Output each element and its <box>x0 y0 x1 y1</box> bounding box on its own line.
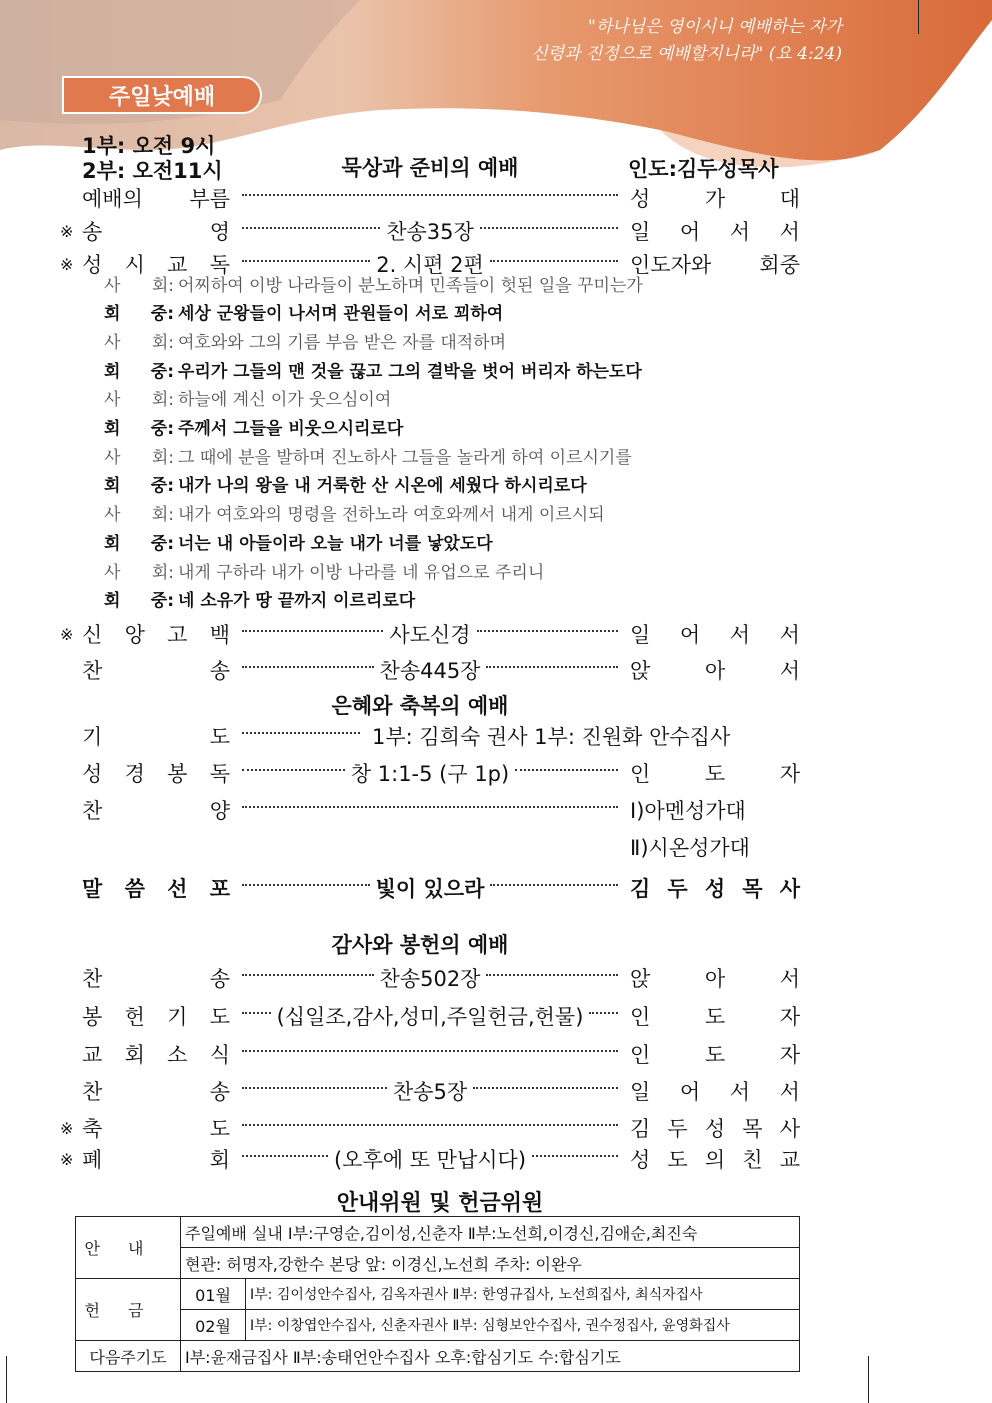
reading-role: 사 회: <box>104 275 174 296</box>
reading-line <box>104 413 403 441</box>
section-title-prep: 묵상과 준비의 예배 <box>341 156 519 180</box>
order-label: 기 도 <box>82 725 230 749</box>
order-row <box>60 960 800 996</box>
order-detail <box>236 1001 624 1031</box>
order-detail <box>236 197 624 199</box>
order-label: 말 씀 선 포 <box>82 877 230 901</box>
order-row <box>60 180 800 216</box>
reading-text: 주께서 그들을 비웃으시리로다 <box>178 419 404 439</box>
order-detail <box>236 1144 624 1174</box>
order-detail <box>236 873 624 903</box>
reading-text: 내게 구하라 내가 이방 나라를 네 유업으로 주리니 <box>178 562 545 583</box>
order-row <box>60 1141 800 1177</box>
order-responsible: 성 가 대 <box>630 187 800 211</box>
reading-line <box>104 470 587 498</box>
order-responsible: 인 도 자 <box>630 1043 800 1067</box>
reading-line <box>104 527 493 555</box>
order-label: 송 영 <box>82 220 230 244</box>
divider <box>868 1356 869 1403</box>
time-second: 2부: 오전11시 <box>82 159 223 183</box>
leader-dots <box>242 666 374 668</box>
leader-dots <box>242 884 370 886</box>
order-detail <box>236 963 624 993</box>
order-detail <box>236 1076 624 1106</box>
required-stand-mark: ※ <box>60 254 74 274</box>
required-stand-mark: ※ <box>60 1149 74 1169</box>
order-label: 성 시 교 독 <box>82 253 230 277</box>
order-label: 폐 회 <box>82 1148 230 1172</box>
order-responsible: 인도자와 회중 <box>630 253 800 277</box>
required-stand-mark: ※ <box>60 1118 74 1138</box>
leader-dots <box>490 884 618 886</box>
reading-text: 어찌하여 이방 나라들이 분노하며 민족들이 헛된 일을 꾸미는가 <box>178 275 643 296</box>
leader-dots <box>477 630 618 632</box>
worship-leader: 인도:김두성목사 <box>628 157 779 181</box>
reading-role: 사 회: <box>104 390 174 411</box>
order-detail <box>236 619 624 649</box>
reading-line <box>104 441 632 469</box>
reading-text: 내가 나의 왕을 내 거룩한 산 시온에 세웠다 하시리로다 <box>178 476 587 497</box>
order-label: 신 앙 고 백 <box>82 623 230 647</box>
leader-dots <box>490 260 618 262</box>
leader-dots <box>242 974 374 976</box>
reading-role: 회 중: <box>104 476 174 497</box>
order-detail <box>236 216 624 246</box>
reading-role: 회 중: <box>104 419 174 439</box>
order-responsible: 성 도 의 친 교 <box>630 1148 800 1172</box>
divider <box>6 1356 7 1403</box>
reading-role: 회 중: <box>104 591 174 612</box>
order-responsible: 일 어 서 서 <box>630 220 800 244</box>
reading-line <box>104 499 605 527</box>
guide-label: 안내 <box>76 1217 181 1279</box>
order-row <box>60 755 800 791</box>
reading-text: 네 소유가 땅 끝까지 이르리로다 <box>178 591 416 612</box>
order-detail <box>236 735 366 737</box>
order-content: (오후에 또 만납시다) <box>333 1148 527 1172</box>
order-responsible: 앉 아 서 <box>630 659 800 683</box>
reading-line <box>104 326 506 354</box>
order-content: 찬송35장 <box>386 220 474 244</box>
ushers-title: 안내위원 및 헌금위원 <box>336 1191 544 1216</box>
month-1: 01월 <box>181 1279 246 1310</box>
leader-dots <box>486 666 618 668</box>
leader-dots <box>242 732 360 734</box>
leader-dots <box>242 806 618 808</box>
reading-text: 너는 내 아들이라 오늘 내가 너를 낳았도다 <box>178 533 493 554</box>
order-row <box>60 718 800 754</box>
reading-line <box>104 384 391 412</box>
reading-text: 하늘에 계신 이가 웃으심이여 <box>178 390 392 411</box>
order-detail <box>236 809 624 811</box>
order-detail <box>236 758 624 788</box>
leader-dots <box>486 974 618 976</box>
reading-line <box>104 556 544 584</box>
leader-dots <box>242 769 345 771</box>
order-responsible: Ⅰ)아멘성가대 <box>630 799 746 823</box>
reading-role: 회 중: <box>104 304 174 325</box>
quote-line-1: "하나님은 영이시니 예배하는 자가 <box>588 17 842 37</box>
month-2-text: Ⅰ부: 이창엽안수집사, 신춘자권사 Ⅱ부: 심형보안수집사, 권수정집사, 윤영화집사 <box>246 1310 800 1341</box>
order-row <box>60 652 800 688</box>
leader-dots <box>480 227 618 229</box>
leader-dots <box>242 630 383 632</box>
guide-row-2: 현관: 허명자,강한수 본당 앞: 이경신,노선희 주차: 이완우 <box>181 1248 800 1279</box>
section-title-grace: 은혜와 축복의 예배 <box>331 694 509 718</box>
scripture-quote <box>531 14 842 68</box>
leader-dots <box>515 769 618 771</box>
section-title-thanks: 감사와 봉헌의 예배 <box>331 933 509 957</box>
leader-dots <box>242 1012 271 1014</box>
reading-text: 내가 여호와의 명령을 전하노라 여호와께서 내게 이르시되 <box>178 505 605 526</box>
order-responsible: 일 어 서 서 <box>630 623 800 647</box>
order-label: 봉 헌 기 도 <box>82 1005 230 1029</box>
order-content: 찬송502장 <box>379 967 481 991</box>
reading-role: 사 회: <box>104 332 174 353</box>
time-first: 1부: 오전 9시 <box>82 134 216 158</box>
reading-line <box>104 269 643 297</box>
next-prayer-text: Ⅰ부:윤재금집사 Ⅱ부:송태언안수집사 오후:합심기도 수:합심기도 <box>181 1341 800 1372</box>
order-row <box>60 616 800 652</box>
required-stand-mark: ※ <box>60 624 74 644</box>
leader-dots <box>589 1012 618 1014</box>
order-row <box>60 213 800 249</box>
order-responsible: 김 두 성 목 사 <box>630 877 800 901</box>
order-label: 축 도 <box>82 1117 230 1141</box>
reading-line <box>104 585 415 613</box>
order-label: 찬 송 <box>82 967 230 991</box>
order-content: 사도신경 <box>389 623 471 647</box>
reading-role: 회 중: <box>104 533 174 554</box>
order-label: 예배의 부름 <box>82 187 230 211</box>
guide-row-1: 주일예배 실내 Ⅰ부:구영순,김이성,신춘자 Ⅱ부:노선희,이경신,김애순,최진숙 <box>181 1217 800 1248</box>
month-1-text: Ⅰ부: 김이성안수집사, 김옥자권사 Ⅱ부: 한영규집사, 노선희집사, 최식자집사 <box>246 1279 800 1310</box>
reading-text: 우리가 그들의 맨 것을 끊고 그의 결박을 벗어 버리자 하는도다 <box>178 361 642 382</box>
reading-line <box>104 298 503 326</box>
reading-line <box>104 355 642 383</box>
quote-line-2: 신령과 진정으로 예배할지니라" (요 4:24) <box>531 44 842 64</box>
order-responsible: 김 두 성 목 사 <box>630 1117 800 1141</box>
leader-dots <box>242 227 380 229</box>
required-stand-mark: ※ <box>60 221 74 241</box>
reading-text: 세상 군왕들이 나서며 관원들이 서로 꾀하여 <box>178 304 504 325</box>
divider <box>918 0 919 34</box>
reading-role: 사 회: <box>104 562 174 583</box>
next-prayer-label: 다음주기도 <box>76 1341 181 1372</box>
order-row <box>60 998 800 1034</box>
leader-dots <box>532 1155 618 1157</box>
order-row <box>60 870 800 906</box>
order-label: 성 경 봉 독 <box>82 762 230 786</box>
reading-role: 사 회: <box>104 447 174 468</box>
order-label: 찬 송 <box>82 1080 230 1104</box>
order-detail <box>236 1127 624 1129</box>
ushers-table <box>75 1216 800 1372</box>
order-responsible: 인 도 자 <box>630 1005 800 1029</box>
order-responsible: 인 도 자 <box>630 762 800 786</box>
order-content: (십일조,감사,성미,주일헌금,헌물) <box>276 1005 584 1029</box>
reading-role: 사 회: <box>104 505 174 526</box>
leader-dots <box>242 1155 328 1157</box>
order-label: 찬 양 <box>82 799 230 823</box>
order-label: 찬 송 <box>82 659 230 683</box>
reading-role: 회 중: <box>104 361 174 382</box>
order-detail <box>236 655 624 685</box>
order-content: 빛이 있으라 <box>375 877 485 901</box>
leader-dots <box>473 1087 618 1089</box>
order-responsible: 1부: 김희숙 권사 1부: 진원화 안수집사 <box>372 725 731 749</box>
order-row <box>60 1036 800 1072</box>
order-responsible: Ⅱ)시온성가대 <box>630 836 750 860</box>
order-content: 창 1:1-5 (구 1p) <box>350 762 510 786</box>
leader-dots <box>242 194 618 196</box>
order-row <box>60 1073 800 1109</box>
leader-dots <box>242 1050 618 1052</box>
reading-text: 여호와와 그의 기름 부음 받은 자를 대적하며 <box>178 332 507 353</box>
order-content: 찬송445장 <box>379 659 481 683</box>
order-row <box>60 792 800 828</box>
leader-dots <box>242 1124 618 1126</box>
reading-text: 그 때에 분을 발하며 진노하사 그들을 놀라게 하여 이르시기를 <box>178 447 632 468</box>
order-responsible: 앉 아 서 <box>630 967 800 991</box>
leader-dots <box>242 1087 387 1089</box>
leader-dots <box>242 260 370 262</box>
month-2: 02월 <box>181 1310 246 1341</box>
offering-label: 헌금 <box>76 1279 181 1341</box>
order-content: 찬송5장 <box>392 1080 468 1104</box>
order-detail <box>236 1053 624 1055</box>
service-tag: 주일낮예배 <box>62 76 262 114</box>
order-responsible: 일 어 서 서 <box>630 1080 800 1104</box>
order-row <box>60 829 800 865</box>
order-label: 교 회 소 식 <box>82 1043 230 1067</box>
order-content: 2. 시편 2편 <box>376 253 484 277</box>
